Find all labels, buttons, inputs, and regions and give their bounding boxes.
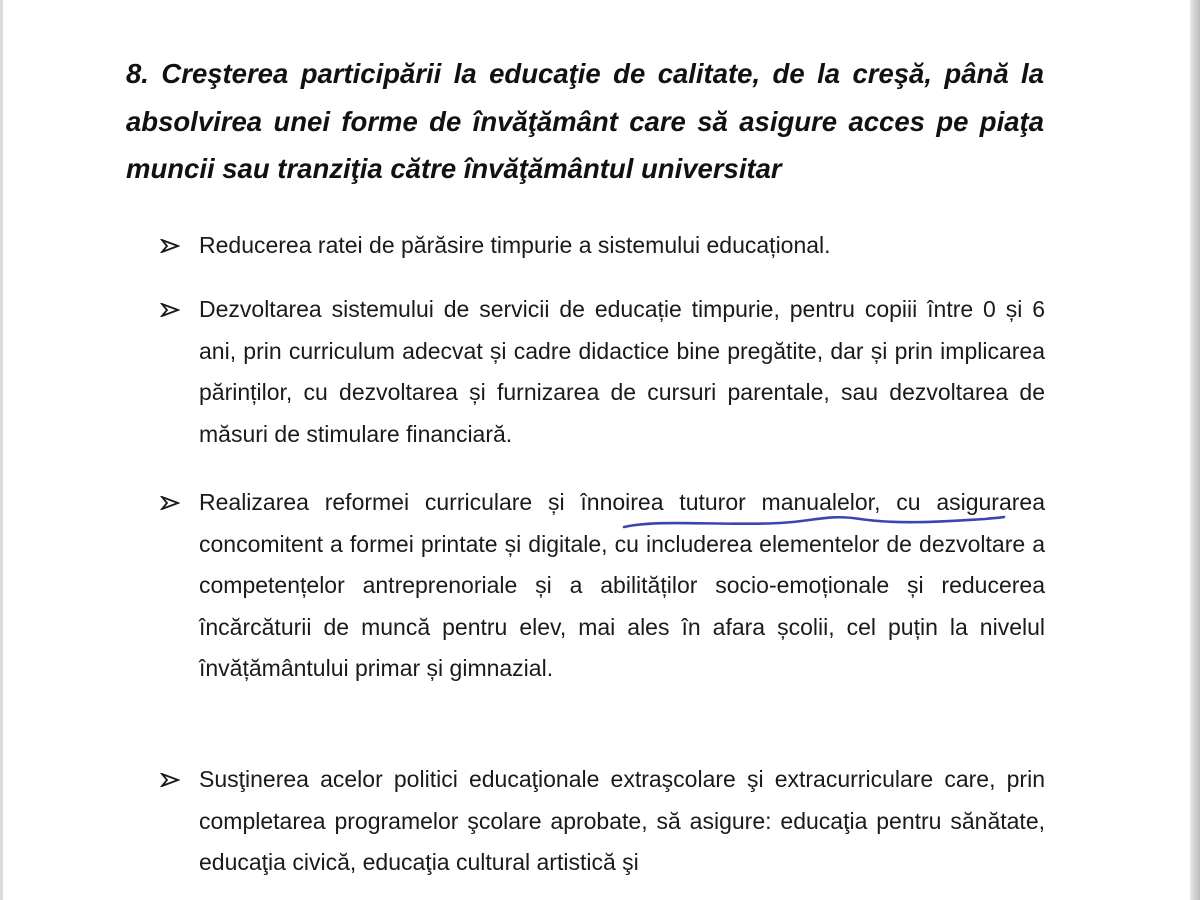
bullet-text: Dezvoltarea sistemului de servicii de educație timpurie, pentru copiii între 0 și 6 ani, prin curriculum adecvat și cadre didactice bine pregătite, dar și prin implicarea părinților, cu dezvoltarea și furnizarea de cursuri parentale, sau dezvoltarea de măsuri de stimulare financiară. xyxy=(199,296,1045,447)
arrow-bullet-icon xyxy=(160,225,182,266)
section-heading: 8. Creşterea participării la educaţie de calitate, de la creşă, până la absolvirea unei forme de învăţământ care să asigure acces pe piaţa muncii sau tranziţia către învăţământul universitar xyxy=(126,58,1044,184)
bullet-text: Realizarea reformei curriculare și înnoirea tuturor manualelor, cu asigurarea concomitent a formei printate și digitale, cu includerea elementelor de dezvoltare a competențelor antreprenoriale și a abilităților socio-emoționale și reducerea încărcăturii de muncă pentru elev, mai ales în afara școlii, cel puțin la nivelul învățământului primar și gimnazial. xyxy=(199,489,1045,681)
page-right-edge xyxy=(1190,0,1200,900)
arrow-bullet-icon xyxy=(160,759,182,800)
bullet-text: Susţinerea acelor politici educaţionale extraşcolare şi extracurriculare care, prin completarea programelor şcolare aprobate, să asigure: educaţia pentru sănătate, educaţia civică, educaţia cultural artistică şi xyxy=(199,766,1045,875)
bullet-text: Reducerea ratei de părăsire timpurie a sistemului educațional. xyxy=(199,232,831,258)
arrow-bullet-icon xyxy=(160,482,182,523)
arrow-bullet-icon xyxy=(160,289,182,330)
